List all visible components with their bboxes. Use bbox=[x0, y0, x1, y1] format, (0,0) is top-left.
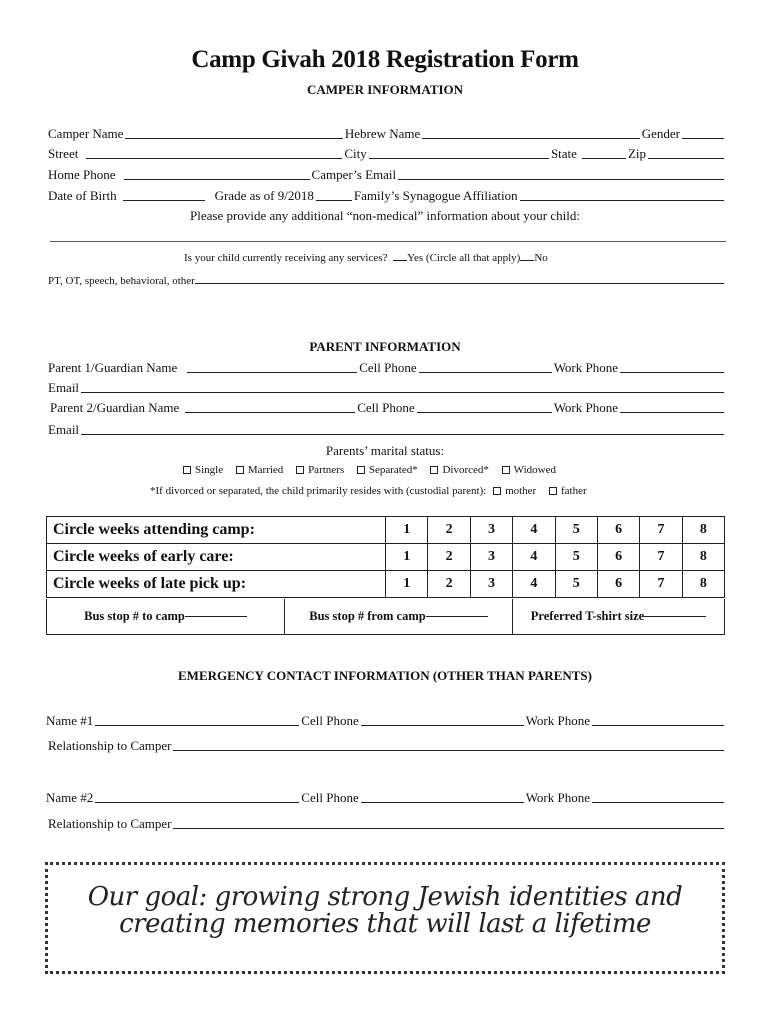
synagogue-label: Family’s Synagogue Affiliation bbox=[353, 188, 518, 203]
parent1-work-label: Work Phone bbox=[553, 360, 618, 375]
checkbox-icon bbox=[236, 466, 244, 474]
synagogue-field[interactable] bbox=[520, 199, 724, 201]
relationship1-field[interactable] bbox=[173, 749, 724, 751]
checkbox-father[interactable]: father bbox=[549, 485, 587, 497]
phone-row bbox=[48, 167, 726, 183]
services-no-blank[interactable] bbox=[520, 260, 534, 261]
parent2-row bbox=[48, 400, 726, 416]
campers-email-label: Camper’s Email bbox=[311, 167, 397, 182]
name2-cell-label: Cell Phone bbox=[301, 790, 359, 805]
parent1-work-field[interactable] bbox=[620, 371, 724, 373]
marital-options bbox=[183, 464, 556, 476]
checkbox-icon bbox=[430, 466, 438, 474]
parent1-name-label: Parent 1/Guardian Name bbox=[48, 360, 178, 375]
checkbox-separated[interactable]: Separated* bbox=[357, 464, 418, 476]
parent2-email-field[interactable] bbox=[81, 433, 724, 435]
camper-name-row bbox=[48, 126, 726, 142]
services-yes-label: Yes (Circle all that apply) bbox=[407, 252, 521, 264]
parent2-cell-label: Cell Phone bbox=[357, 400, 415, 415]
parent2-work-field[interactable] bbox=[620, 411, 724, 413]
city-field[interactable] bbox=[369, 157, 549, 159]
week-cell[interactable]: 8 bbox=[682, 517, 724, 544]
name2-field[interactable] bbox=[95, 801, 299, 803]
street-label: Street bbox=[48, 146, 79, 161]
checkbox-icon bbox=[502, 466, 510, 474]
parent-info-heading: PARENT INFORMATION bbox=[309, 339, 461, 354]
gender-field[interactable] bbox=[682, 137, 724, 139]
services-row bbox=[184, 252, 548, 264]
week-cell[interactable]: 7 bbox=[640, 517, 682, 544]
custody-row bbox=[150, 485, 587, 497]
bus-to-camp-cell[interactable]: Bus stop # to camp bbox=[47, 599, 285, 634]
week-cell[interactable]: 4 bbox=[513, 517, 555, 544]
week-cell[interactable]: 6 bbox=[597, 544, 639, 571]
name1-work-label: Work Phone bbox=[525, 713, 590, 728]
name2-work-label: Work Phone bbox=[525, 790, 590, 805]
emergency2-row bbox=[46, 790, 726, 806]
week-cell[interactable]: 1 bbox=[386, 517, 428, 544]
state-field[interactable] bbox=[582, 157, 626, 159]
week-cell[interactable]: 2 bbox=[428, 571, 470, 598]
tshirt-size-cell[interactable]: Preferred T-shirt size bbox=[513, 599, 724, 634]
services-other-field[interactable] bbox=[195, 282, 724, 284]
street-field[interactable] bbox=[86, 157, 342, 159]
address-row bbox=[48, 146, 726, 162]
weeks-table bbox=[46, 516, 725, 598]
parent1-cell-label: Cell Phone bbox=[359, 360, 417, 375]
late-pickup-label: Circle weeks of late pick up: bbox=[47, 571, 386, 598]
campers-email-field[interactable] bbox=[398, 178, 724, 180]
week-cell[interactable]: 5 bbox=[555, 544, 597, 571]
checkbox-partners[interactable]: Partners bbox=[296, 464, 344, 476]
week-cell[interactable]: 2 bbox=[428, 517, 470, 544]
dob-label: Date of Birth bbox=[48, 188, 117, 203]
bus-tshirt-row bbox=[46, 599, 725, 635]
relationship2-row bbox=[48, 816, 726, 832]
checkbox-mother[interactable]: mother bbox=[493, 485, 536, 497]
services-list-row bbox=[48, 271, 726, 287]
emergency1-row bbox=[46, 713, 726, 729]
parent2-cell-field[interactable] bbox=[417, 411, 552, 413]
home-phone-label: Home Phone bbox=[48, 167, 116, 182]
name1-field[interactable] bbox=[95, 724, 299, 726]
home-phone-field[interactable] bbox=[124, 178, 310, 180]
camper-name-field[interactable] bbox=[125, 137, 342, 139]
relationship2-label: Relationship to Camper bbox=[48, 816, 172, 831]
weeks-attending-label: Circle weeks attending camp: bbox=[47, 517, 386, 544]
name1-cell-field[interactable] bbox=[361, 724, 524, 726]
parent2-name-field[interactable] bbox=[185, 411, 355, 413]
week-cell[interactable]: 8 bbox=[682, 544, 724, 571]
week-cell[interactable]: 5 bbox=[555, 517, 597, 544]
emergency-heading: EMERGENCY CONTACT INFORMATION (OTHER THAN PARENTS) bbox=[178, 668, 592, 683]
state-label: State bbox=[550, 146, 577, 161]
week-cell[interactable]: 3 bbox=[470, 571, 512, 598]
city-label: City bbox=[344, 146, 367, 161]
week-cell[interactable]: 2 bbox=[428, 544, 470, 571]
services-list-label: PT, OT, speech, behavioral, other bbox=[48, 275, 195, 287]
services-question: Is your child currently receiving any services? bbox=[184, 252, 388, 264]
name2-work-field[interactable] bbox=[592, 801, 724, 803]
week-cell[interactable]: 6 bbox=[597, 571, 639, 598]
week-cell[interactable]: 6 bbox=[597, 517, 639, 544]
parent1-email-row bbox=[48, 380, 726, 396]
parent1-email-label: Email bbox=[48, 380, 80, 395]
additional-info-prompt: Please provide any additional “non-medical” information about your child: bbox=[190, 208, 580, 223]
camper-info-heading: CAMPER INFORMATION bbox=[306, 82, 464, 97]
hebrew-name-field[interactable] bbox=[422, 137, 639, 139]
dob-row bbox=[48, 188, 726, 204]
week-cell[interactable]: 1 bbox=[386, 571, 428, 598]
grade-label: Grade as of 9/2018 bbox=[214, 188, 314, 203]
parent1-name-field[interactable] bbox=[187, 371, 357, 373]
week-cell[interactable]: 3 bbox=[470, 517, 512, 544]
table-row bbox=[47, 544, 725, 571]
services-yes-blank[interactable] bbox=[393, 260, 407, 261]
name1-label: Name #1 bbox=[46, 713, 94, 728]
services-no-label: No bbox=[534, 252, 548, 264]
table-row bbox=[47, 517, 725, 544]
marital-status-label: Parents’ marital status: bbox=[325, 443, 445, 458]
week-cell[interactable]: 7 bbox=[640, 571, 682, 598]
bus-from-camp-cell[interactable]: Bus stop # from camp bbox=[285, 599, 513, 634]
custody-note: *If divorced or separated, the child primarily resides with (custodial parent): bbox=[150, 485, 487, 497]
checkbox-married[interactable]: Married bbox=[236, 464, 283, 476]
week-cell[interactable]: 5 bbox=[555, 571, 597, 598]
name1-work-field[interactable] bbox=[592, 724, 724, 726]
week-cell[interactable]: 4 bbox=[513, 571, 555, 598]
parent2-work-label: Work Phone bbox=[553, 400, 618, 415]
additional-info-field[interactable] bbox=[50, 241, 726, 242]
form-title: Camp Givah 2018 Registration Form bbox=[191, 46, 579, 73]
parent2-name-label: Parent 2/Guardian Name bbox=[50, 400, 180, 415]
week-cell[interactable]: 7 bbox=[640, 544, 682, 571]
parent1-email-field[interactable] bbox=[81, 391, 724, 393]
parent2-email-row bbox=[48, 422, 726, 438]
goal-statement: Our goal: growing strong Jewish identities and creating memories that will last a lifetime bbox=[87, 882, 683, 939]
week-cell[interactable]: 1 bbox=[386, 544, 428, 571]
dob-field[interactable] bbox=[123, 199, 205, 201]
checkbox-icon bbox=[296, 466, 304, 474]
checkbox-widowed[interactable]: Widowed bbox=[502, 464, 556, 476]
gender-label: Gender bbox=[641, 126, 680, 141]
parent1-row bbox=[48, 360, 726, 376]
relationship2-field[interactable] bbox=[173, 827, 724, 829]
camper-name-label: Camper Name bbox=[48, 126, 124, 141]
parent1-cell-field[interactable] bbox=[419, 371, 552, 373]
name2-cell-field[interactable] bbox=[361, 801, 524, 803]
checkbox-single[interactable]: Single bbox=[183, 464, 223, 476]
week-cell[interactable]: 4 bbox=[513, 544, 555, 571]
name2-label: Name #2 bbox=[46, 790, 94, 805]
checkbox-icon bbox=[549, 487, 557, 495]
week-cell[interactable]: 8 bbox=[682, 571, 724, 598]
hebrew-name-label: Hebrew Name bbox=[344, 126, 421, 141]
checkbox-icon bbox=[493, 487, 501, 495]
week-cell[interactable]: 3 bbox=[470, 544, 512, 571]
relationship1-row bbox=[48, 738, 726, 754]
table-row bbox=[47, 571, 725, 598]
checkbox-icon bbox=[357, 466, 365, 474]
name1-cell-label: Cell Phone bbox=[301, 713, 359, 728]
early-care-label: Circle weeks of early care: bbox=[47, 544, 386, 571]
zip-field[interactable] bbox=[648, 157, 724, 159]
checkbox-icon bbox=[183, 466, 191, 474]
zip-label: Zip bbox=[627, 146, 646, 161]
relationship1-label: Relationship to Camper bbox=[48, 738, 172, 753]
parent2-email-label: Email bbox=[48, 422, 80, 437]
checkbox-divorced[interactable]: Divorced* bbox=[430, 464, 488, 476]
grade-field[interactable] bbox=[316, 199, 352, 201]
